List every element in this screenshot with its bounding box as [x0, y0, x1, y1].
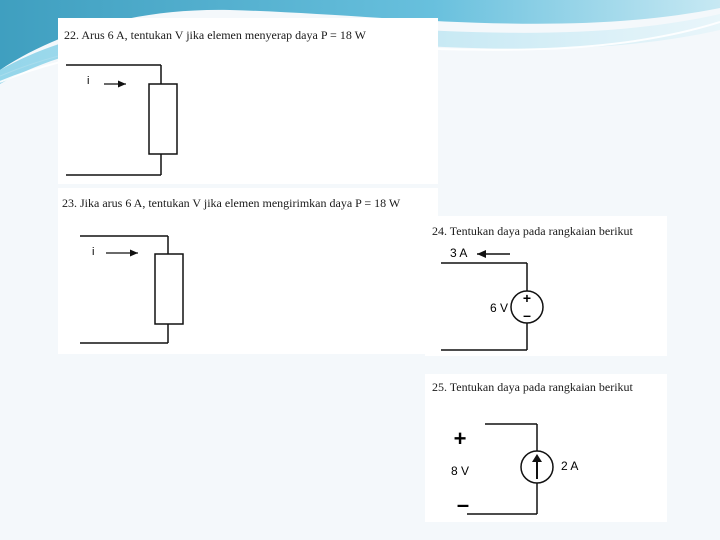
minus-sign: – — [523, 307, 531, 323]
problem-24-text: 24. Tentukan daya pada rangkaian berikut — [432, 224, 633, 238]
problem-23-text: 23. Jika arus 6 A, tentukan V jika elemen mengirimkan daya P = 18 W — [62, 196, 401, 210]
resistor-element — [149, 84, 177, 154]
resistor-element — [155, 254, 183, 324]
voltage-label: 8 V — [451, 464, 470, 478]
current-arrowhead — [130, 250, 138, 257]
current-arrowhead — [118, 81, 126, 88]
minus-sign: – — [456, 492, 470, 517]
problem-23-panel — [58, 188, 438, 354]
problem-23-circuit — [58, 228, 258, 368]
plus-sign: + — [453, 426, 467, 451]
plus-sign: + — [522, 290, 532, 306]
problem-22-circuit — [58, 58, 258, 208]
problem-24-panel — [425, 216, 667, 356]
problem-25-text: 25. Tentukan daya pada rangkaian berikut — [432, 380, 633, 394]
current-label: i — [92, 246, 95, 258]
problem-25-circuit — [425, 400, 665, 522]
problem-25-panel — [425, 374, 667, 522]
current-label: 3 A — [450, 246, 468, 260]
problem-22-panel — [58, 18, 438, 184]
current-label: 2 A — [561, 459, 579, 473]
problem-22-text: 22. Arus 6 A, tentukan V jika elemen menyerap daya P = 18 W — [64, 28, 366, 42]
current-arrowhead — [477, 250, 486, 258]
current-label: i — [87, 75, 90, 87]
voltage-label: 6 V — [490, 301, 509, 315]
problem-24-circuit — [425, 242, 665, 354]
